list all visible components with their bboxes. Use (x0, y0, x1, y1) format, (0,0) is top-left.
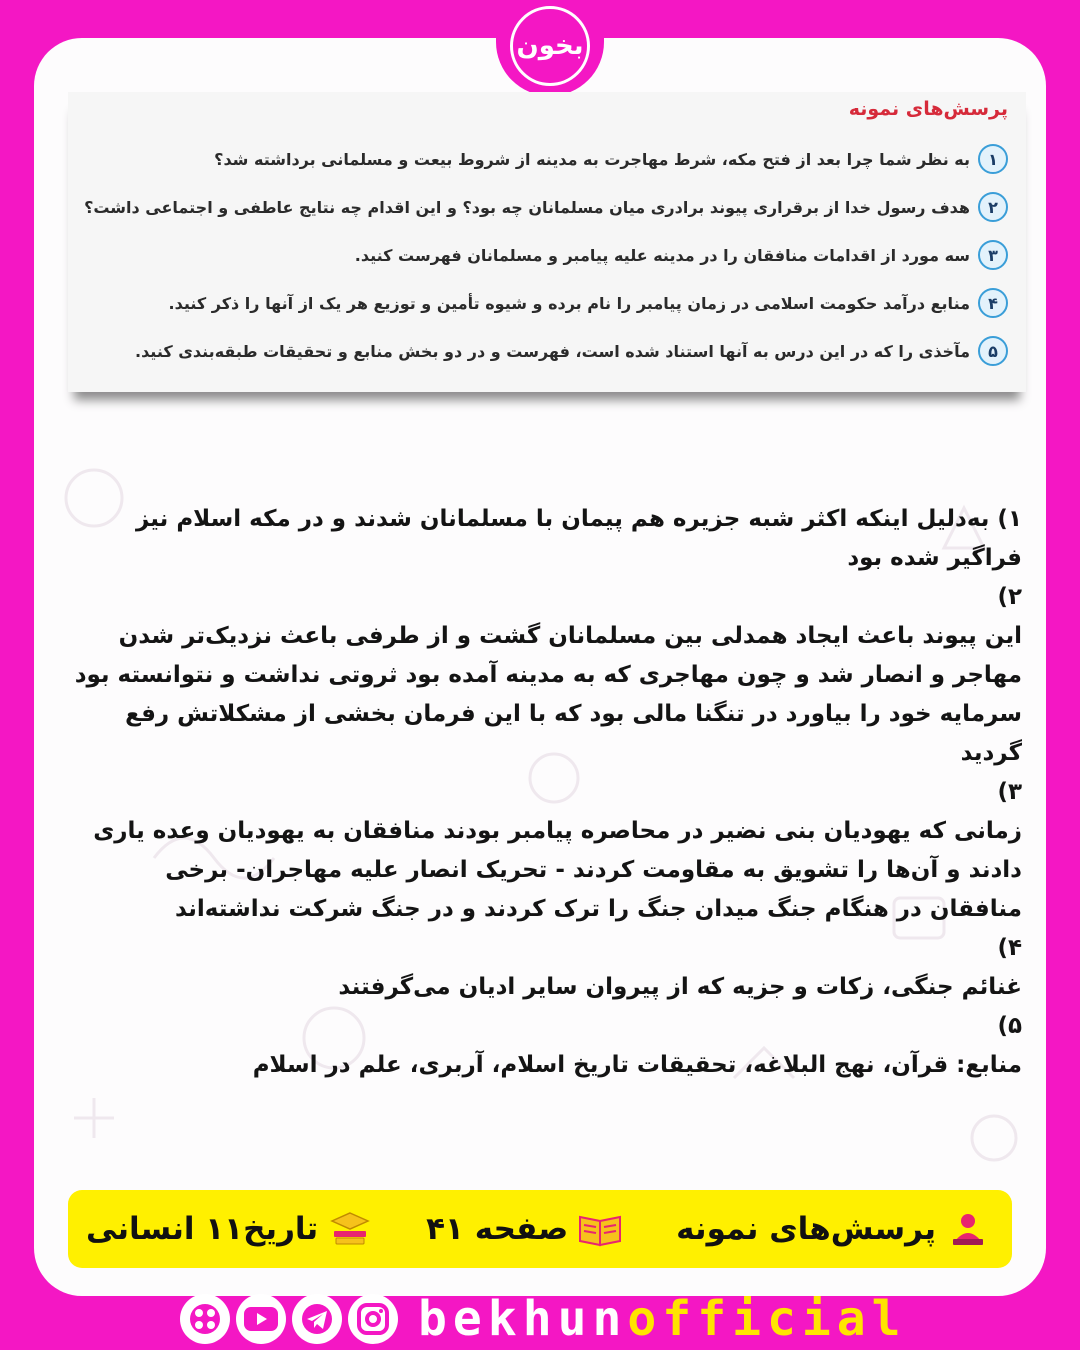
youtube-icon[interactable] (236, 1294, 286, 1344)
excerpt-question (135, 336, 1008, 366)
page-text: صفحه ۴۱ (426, 1211, 569, 1247)
question-text: هدف رسول خدا از برقراری پیوند برادری میان مسلمانان چه بود؟ و این اقدام چه نتایج عاطفی و اجتماعی داشت؟ (84, 197, 970, 217)
answer-5-heading: ۵) (997, 1013, 1022, 1039)
question-text: مآخذی را که در این درس به آنها استناد شده است، فهرست و در دو بخش منابع و تحقیقات طبقه‌بندی کنید. (134, 341, 970, 361)
book-label (86, 1209, 372, 1249)
instagram-icon[interactable] (348, 1294, 398, 1344)
question-number: ۲ (978, 192, 1008, 222)
answer-1: ۱) به‌دلیل اینکه اکثر شبه جزیره هم پیمان با مسلمانان شدند و در مکه اسلام نیز فراگیر شده بود (135, 506, 1022, 571)
answer-2-heading: ۲) (997, 584, 1022, 610)
textbook-excerpt (68, 92, 1026, 392)
excerpt-title: پرسش‌های نمونه (848, 98, 1008, 120)
question-number: ۵ (978, 336, 1008, 366)
excerpt-question (355, 240, 1008, 270)
social-handle[interactable] (418, 1291, 907, 1347)
question-text: سه مورد از اقدامات منافقان را در مدینه علیه پیامبر و مسلمانان فهرست کنید. (354, 245, 970, 265)
handle-part-1: bekhun (418, 1291, 628, 1347)
answer-4-heading: ۴) (997, 935, 1022, 961)
question-number: ۱ (978, 144, 1008, 174)
answer-2: این پیوند باعث ایجاد همدلی بین مسلمانان گشت و از طرفی باعث نزدیک‌تر شدن مهاجر و انصار شد و چون مهاجری که به مدینه آمده بود ثروتی نداشت و نتوانسته بود سرمایه خود را بیاورد در تنگنا مالی بود که با این فرمان بخشی از مشکلاتش رفع گردید (74, 623, 1022, 766)
answer-5: منابع: قرآن، نهج البلاغه، تحقیقات تاریخ اسلام، آربری، علم در اسلام (252, 1052, 1022, 1078)
social-strip (180, 1288, 907, 1350)
page-label (426, 1209, 622, 1249)
telegram-icon[interactable] (292, 1294, 342, 1344)
answers-block (66, 500, 1022, 1085)
logo-mark: بخون (510, 6, 590, 86)
excerpt-question (214, 144, 1008, 174)
aparat-icon[interactable] (180, 1294, 230, 1344)
answer-3: زمانی که یهودیان بنی نضیر در محاصره پیامبر بودند منافقان به یهودیان وعده یاری دادند و آن‌ها را تشویق به مقاومت کردند - تحریک انصار علیه مهاجران- برخی منافقان در هنگام جنگ میدان جنگ را ترک کردند و در جنگ شرکت نداشته‌اند (93, 818, 1022, 922)
answer-4: غنائم جنگی، زکات و جزیه که از پیروان سایر ادیان می‌گرفتند (338, 974, 1022, 1000)
section-label (676, 1209, 990, 1249)
open-book-icon (578, 1209, 622, 1249)
footer-info-bar (68, 1190, 1012, 1268)
book-text: تاریخ۱۱ انسانی (86, 1211, 319, 1247)
question-text: به نظر شما چرا بعد از فتح مکه، شرط مهاجرت به مدینه از شروط بیعت و مسلمانی برداشته شد؟ (214, 149, 970, 169)
answer-3-heading: ۳) (997, 779, 1022, 805)
excerpt-question (169, 288, 1009, 318)
teacher-icon (946, 1209, 990, 1249)
excerpt-question (84, 192, 1008, 222)
graduation-books-icon (328, 1209, 372, 1249)
question-text: منابع درآمد حکومت اسلامی در زمان پیامبر را نام برده و شیوه تأمین و توزیع هر یک از آنها را ذکر کنید. (168, 293, 970, 313)
handle-part-2: official (627, 1291, 907, 1347)
section-text: پرسش‌های نمونه (676, 1211, 936, 1247)
question-number: ۳ (978, 240, 1008, 270)
question-number: ۴ (978, 288, 1008, 318)
